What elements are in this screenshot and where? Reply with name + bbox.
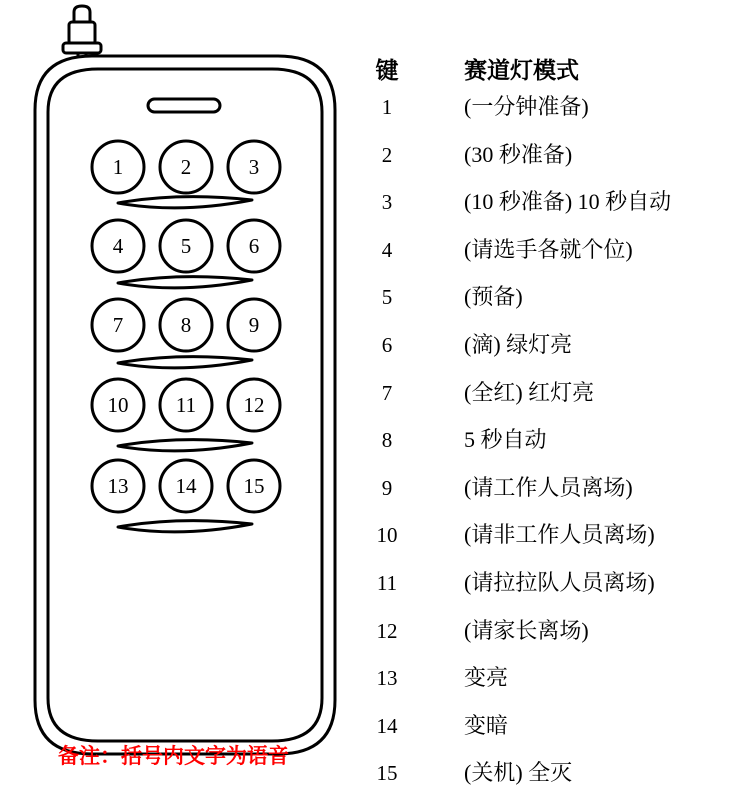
row-mode: 变暗 [464,712,509,738]
table-row [362,233,750,281]
remote-button-9 [228,299,280,351]
row-mode: (请非工作人员离场) [464,522,655,548]
row-key: 14 [376,713,398,738]
remote-button-6 [228,220,280,272]
row-key: 12 [376,618,398,643]
row-mode: (10 秒准备) 10 秒自动 [464,189,672,215]
table-row [362,280,750,328]
table-row [362,709,750,757]
table-row [362,328,750,376]
row-key: 4 [381,237,393,262]
remote-button-label-12: 12 [243,393,265,417]
row-mode: (全红) 红灯亮 [464,379,595,405]
table-row [362,518,750,566]
remote-button-label-13: 13 [107,474,129,498]
row-mode: (一分钟准备) [464,94,589,119]
row-key: 15 [376,761,398,786]
row-key: 3 [381,190,393,215]
row-mode: (请选手各就个位) [464,236,633,262]
column-header-mode: 赛道灯模式 [464,58,579,83]
row-key: 8 [381,428,393,453]
remote-button-label-3: 3 [248,155,260,179]
remote-button-5 [160,220,212,272]
remote-button-label-6: 6 [248,234,260,258]
row-mode: (关机) 全灭 [464,760,573,786]
row-mode: (请工作人员离场) [464,474,633,500]
remote-button-3 [228,141,280,193]
row-mode: 变亮 [464,665,509,691]
row-key: 10 [376,523,398,548]
row-key: 2 [381,142,393,167]
row-key: 13 [376,666,398,691]
remote-button-7 [92,299,144,351]
table-row [362,376,750,424]
table-row [362,90,750,138]
table-row [362,138,750,186]
remote-button-label-4: 4 [112,234,124,258]
table-row [362,756,750,804]
remote-button-label-14: 14 [175,474,197,498]
remote-button-label-2: 2 [180,155,192,179]
remote-button-15 [228,460,280,512]
remote-button-12 [228,379,280,431]
row-key: 7 [381,380,393,405]
row-key: 5 [381,285,393,310]
table-row [362,185,750,233]
remote-button-1 [92,141,144,193]
column-header-key: 键 [375,58,399,83]
table-row [362,614,750,662]
row-key: 9 [381,475,393,500]
remote-button-11 [160,379,212,431]
note-text: 备注：括号内文字为语音 [58,744,289,768]
remote-button-label-1: 1 [112,155,124,179]
table-row [362,661,750,709]
remote-control-svg [0,0,360,790]
key-mode-table [362,52,750,804]
remote-button-10 [92,379,144,431]
remote-button-label-5: 5 [180,234,192,258]
remote-button-label-7: 7 [112,313,124,337]
table-row [362,423,750,471]
row-mode: (滴) 绿灯亮 [464,331,573,357]
row-mode: 5 秒自动 [464,427,547,453]
remote-button-2 [160,141,212,193]
remote-button-label-8: 8 [180,313,192,337]
remote-button-4 [92,220,144,272]
row-key: 6 [381,332,393,357]
row-mode: (请拉拉队人员离场) [464,569,655,595]
row-key: 11 [376,570,398,595]
remote-button-8 [160,299,212,351]
row-mode: (请家长离场) [464,617,589,643]
table-row [362,566,750,614]
remote-button-label-9: 9 [248,313,260,337]
remote-button-label-10: 10 [107,393,129,417]
row-mode: (30 秒准备) [464,141,573,167]
remote-button-label-15: 15 [243,474,265,498]
remote-control-diagram [0,0,360,790]
table-header-row [362,52,750,90]
remote-button-label-11: 11 [175,393,197,417]
table-row [362,471,750,519]
row-key: 1 [381,95,393,119]
remote-button-13 [92,460,144,512]
remote-button-14 [160,460,212,512]
row-mode: (预备) [464,284,523,310]
